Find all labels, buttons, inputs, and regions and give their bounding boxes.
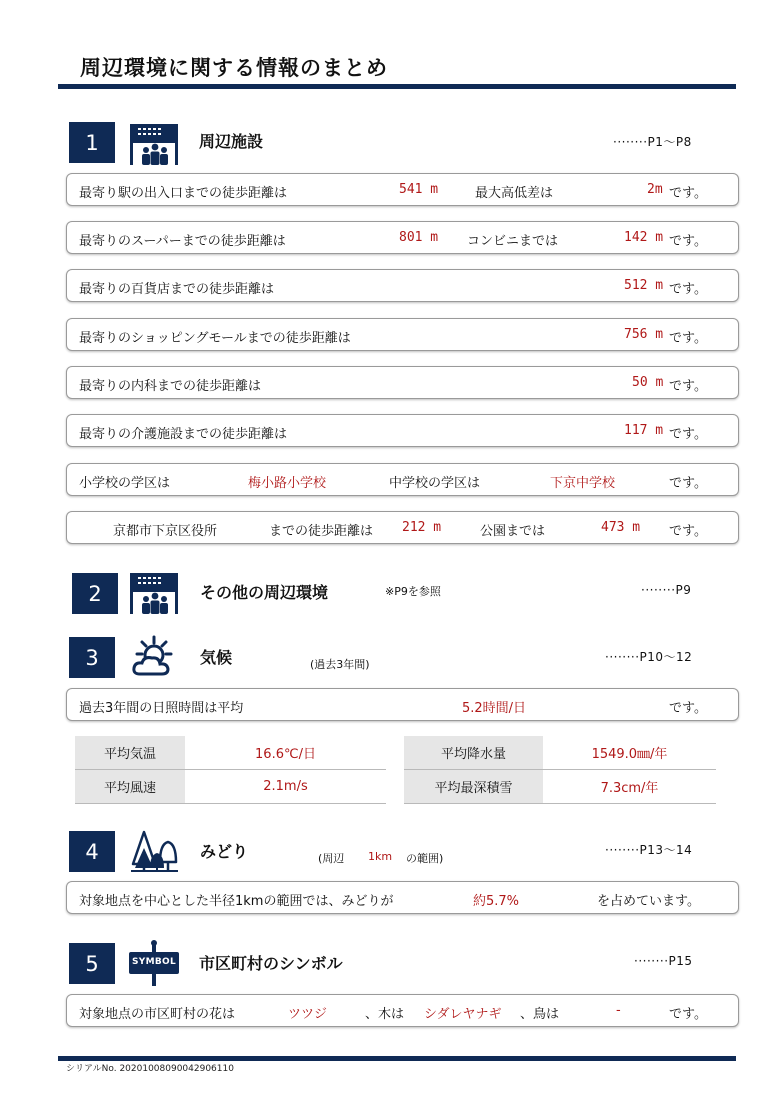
section-5-page-ref: ········P15 [634, 954, 693, 968]
section-1-title: 周辺施設 [199, 132, 264, 151]
station-distance-row [66, 173, 739, 206]
section-2-note: ※P9を参照 [385, 585, 441, 598]
temperature-value: 16.6℃/日 [255, 747, 316, 762]
row-label: 対象地点の市区町村の花は [79, 1007, 236, 1022]
section-1-page-ref: ········P1～P8 [613, 135, 692, 149]
convenience-distance-value: 142 m [624, 230, 664, 245]
row-suffix: です。 [669, 476, 707, 491]
section-4-note-prefix: (周辺 [318, 852, 345, 865]
city-bird-value: - [616, 1003, 621, 1018]
city-tree-value: シダレヤナギ [424, 1007, 502, 1022]
rainfall-label: 平均降水量 [404, 736, 543, 769]
ward-office-distance-value: 212 m [402, 520, 442, 535]
row-suffix: です。 [669, 427, 707, 442]
section-3-note: (過去3年間) [310, 658, 370, 671]
row-label: 小学校の学区は [79, 476, 171, 491]
climate-table-left [75, 736, 386, 804]
junior-high-school-value: 下京中学校 [550, 476, 616, 491]
row-label: 最寄りの百貨店までの徒歩距離は [79, 282, 275, 297]
row-label: 過去3年間の日照時間は平均 [79, 701, 244, 716]
row-label: 最寄りのショッピングモールまでの徒歩距離は [79, 331, 351, 346]
sunshine-row [66, 688, 739, 721]
section-3-title: 気候 [200, 648, 233, 667]
header-rule [58, 84, 736, 89]
section-5-number: 5 [69, 943, 115, 984]
school-district-row [66, 463, 739, 496]
shopping-mall-distance-value: 756 m [624, 327, 664, 342]
section-2-title: その他の周辺環境 [200, 583, 329, 602]
row-suffix: です。 [669, 186, 707, 201]
supermarket-distance-row [66, 221, 739, 254]
page-title: 周辺環境に関する情報のまとめ [80, 56, 388, 80]
ward-office-name: 京都市下京区役所 [113, 524, 218, 539]
city-symbol-row [66, 994, 739, 1027]
rainfall-row [404, 736, 716, 770]
rainfall-value: 1549.0㎜/年 [591, 747, 668, 762]
section-4-title: みどり [200, 842, 249, 861]
row-suffix: です。 [669, 282, 707, 297]
snow-label: 平均最深積雪 [404, 770, 543, 803]
section-2-page-ref: ········P9 [641, 583, 692, 597]
environment-icon [130, 572, 180, 616]
department-store-distance-row [66, 269, 739, 302]
park-distance-value: 473 m [601, 520, 641, 535]
section-1-number: 1 [69, 122, 115, 163]
section-3-number: 3 [69, 637, 115, 678]
clinic-distance-value: 50 m [632, 375, 664, 390]
temperature-row [75, 736, 386, 770]
row-label: までの徒歩距離は [269, 524, 374, 539]
symbol-icon-text: SYMBOL [131, 957, 176, 967]
row-suffix: です。 [669, 331, 707, 346]
section-4-page-ref: ········P13～14 [605, 843, 693, 857]
weather-icon [128, 634, 178, 678]
elementary-school-value: 梅小路小学校 [248, 476, 327, 491]
station-distance-value: 541 m [399, 182, 439, 197]
row-suffix: です。 [669, 234, 707, 249]
greenery-value: 約5.7% [473, 894, 520, 909]
shopping-mall-distance-row [66, 318, 739, 351]
section-2-number: 2 [72, 573, 118, 614]
row-label: 最寄りのスーパーまでの徒歩距離は [79, 234, 286, 249]
bird-label: 、鳥は [520, 1007, 560, 1022]
section-4-note-suffix: の範囲) [406, 852, 444, 865]
row-label-2: 最大高低差は [475, 186, 554, 201]
snow-row [404, 770, 716, 804]
row-suffix: を占めています。 [597, 894, 700, 909]
trees-icon [130, 828, 180, 872]
care-facility-distance-value: 117 m [624, 423, 664, 438]
symbol-icon [128, 939, 180, 987]
supermarket-distance-value: 801 m [399, 230, 439, 245]
department-store-distance-value: 512 m [624, 278, 664, 293]
climate-table-right [404, 736, 716, 804]
section-3-page-ref: ········P10～12 [605, 650, 693, 664]
row-label-2: 中学校の学区は [389, 476, 481, 491]
city-flower-value: ツツジ [288, 1007, 328, 1022]
greenery-row [66, 881, 739, 914]
ward-office-distance-row [66, 511, 739, 544]
elevation-diff-value: 2m [647, 182, 663, 197]
section-5-title: 市区町村のシンボル [199, 954, 343, 973]
row-suffix: です。 [669, 379, 707, 394]
serial-number: シリアルNo. 20201008090042906110 [66, 1064, 234, 1074]
row-suffix: です。 [669, 1007, 707, 1022]
wind-value: 2.1m/s [263, 779, 308, 794]
wind-label: 平均風速 [75, 770, 185, 803]
row-suffix: です。 [669, 701, 707, 716]
section-4-note-value: 1km [368, 850, 393, 863]
snow-value: 7.3cm/年 [600, 781, 659, 796]
sunshine-value: 5.2時間/日 [462, 701, 527, 716]
row-label: 対象地点を中心とした半径1kmの範囲では、みどりが [79, 894, 394, 909]
row-label-2: コンビニまでは [467, 234, 559, 249]
row-label: 最寄りの介護施設までの徒歩距離は [79, 427, 288, 442]
tree-label: 、木は [365, 1007, 405, 1022]
section-4-number: 4 [69, 831, 115, 872]
wind-row [75, 770, 386, 804]
row-label: 最寄り駅の出入口までの徒歩距離は [79, 186, 288, 201]
clinic-distance-row [66, 366, 739, 399]
row-label: 最寄りの内科までの徒歩距離は [79, 379, 262, 394]
row-suffix: です。 [669, 524, 707, 539]
row-label-2: 公園までは [480, 524, 546, 539]
care-facility-distance-row [66, 414, 739, 447]
facilities-icon [130, 123, 180, 167]
temperature-label: 平均気温 [75, 736, 185, 769]
